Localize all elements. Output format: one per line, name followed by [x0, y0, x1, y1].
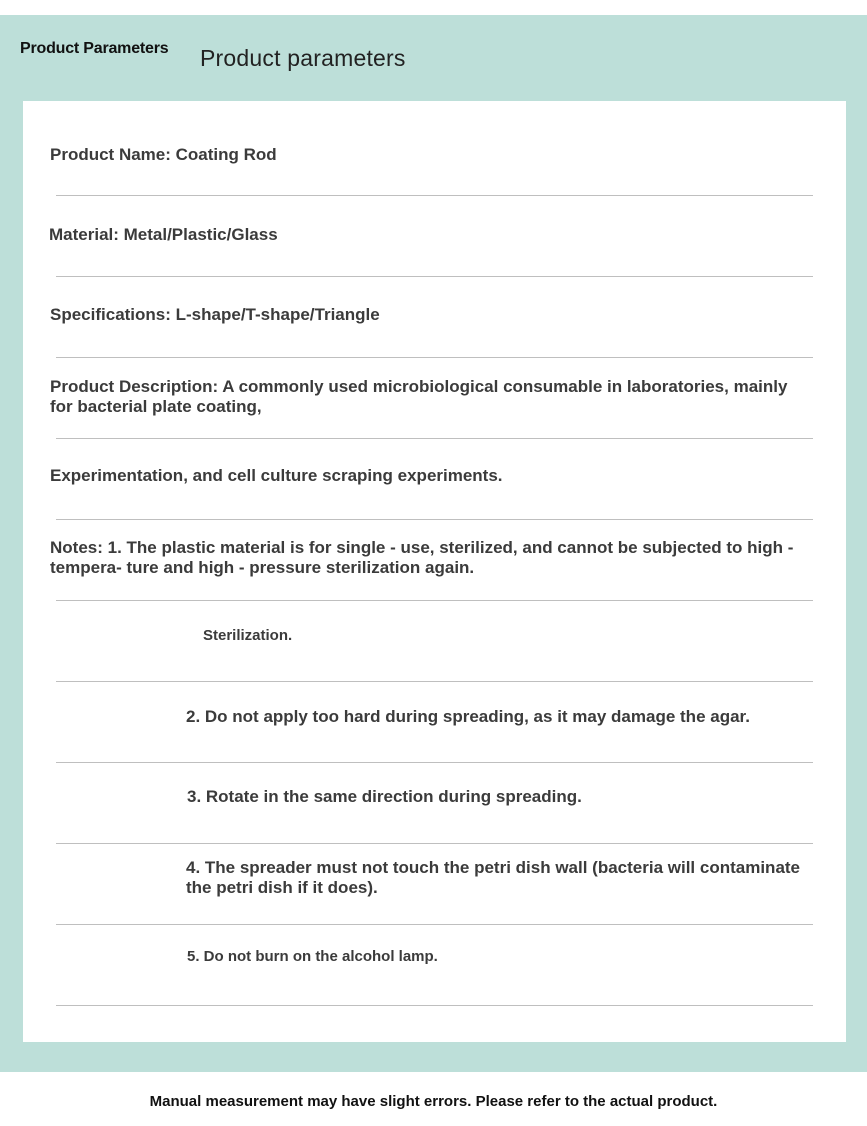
note-2-text: 2. Do not apply too hard during spreading, as it may damage the agar. [186, 707, 750, 726]
param-row-notes [23, 520, 846, 601]
product-name-text: Product Name: Coating Rod [50, 145, 277, 164]
footer-disclaimer: Manual measurement may have slight errors. Please refer to the actual product. [149, 1093, 718, 1110]
note-4-text: 4. The spreader must not touch the petri dish wall (bacteria will contaminate the petri dish if it does). [186, 858, 801, 897]
param-row-material [23, 196, 846, 277]
param-row-product-name [23, 115, 846, 196]
specifications-text: Specifications: L-shape/T-shape/Triangle [50, 305, 380, 324]
param-row-description-continued [23, 439, 846, 520]
param-row-specifications [23, 277, 846, 358]
sterilization-text: Sterilization. [203, 627, 293, 644]
description-continued-text: Experimentation, and cell culture scraping experiments. [50, 466, 503, 485]
notes-text: Notes: 1. The plastic material is for single - use, sterilized, and cannot be subjected to high - tempera- ture and high - pressure sterilization again. [50, 538, 794, 577]
param-row-sterilization [23, 601, 846, 682]
param-row-note-4 [23, 844, 846, 925]
page-title: Product parameters [200, 45, 406, 71]
param-row-note-5 [23, 925, 846, 1006]
tab-label: Product Parameters [20, 40, 169, 57]
row-divider [56, 1005, 813, 1006]
description-text: Product Description: A commonly used microbiological consumable in laboratories, mainly for bacterial plate coating, [50, 377, 788, 416]
param-row-description [23, 358, 846, 439]
param-row-note-2 [23, 682, 846, 763]
parameters-card [23, 101, 846, 1042]
note-5-text: 5. Do not burn on the alcohol lamp. [187, 948, 438, 965]
note-3-text: 3. Rotate in the same direction during spreading. [187, 787, 582, 806]
param-row-note-3 [23, 763, 846, 844]
material-text: Material: Metal/Plastic/Glass [49, 225, 278, 244]
